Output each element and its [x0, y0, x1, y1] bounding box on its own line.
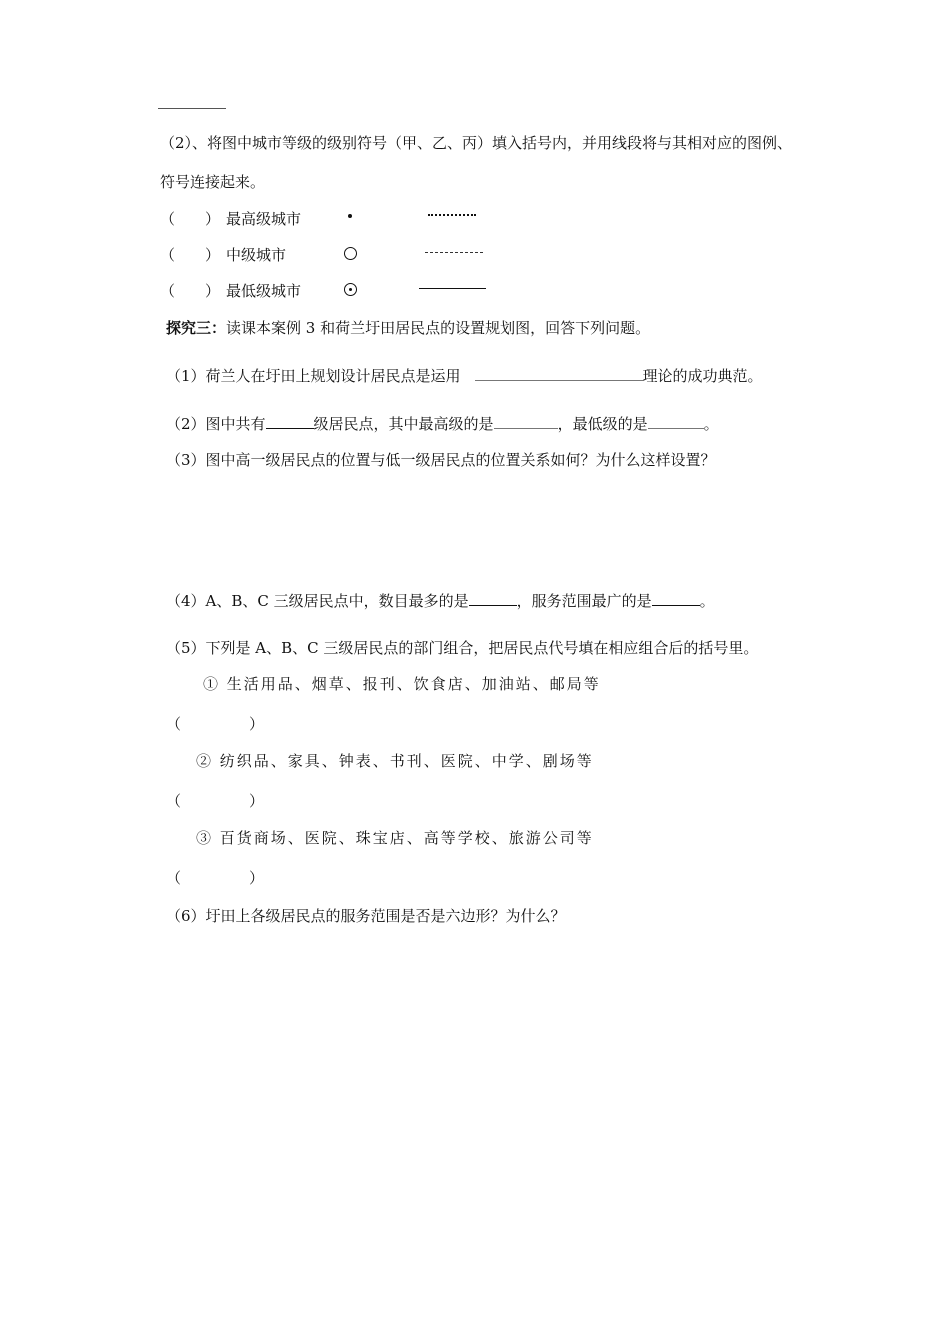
q5-item-1-paren[interactable]: [166, 713, 264, 734]
dotted-line-symbol: [428, 214, 476, 216]
q2-text-pre: （2）图中共有: [166, 415, 266, 433]
legend-label-highest: 最高级城市: [226, 210, 302, 228]
legend-label-lowest: 最低级城市: [226, 282, 302, 300]
paren-open: （: [166, 869, 182, 887]
legend-row-middle: [160, 244, 220, 265]
solid-line-symbol: [419, 288, 486, 289]
paren-close: ）: [249, 715, 265, 733]
paren-open: （: [166, 715, 182, 733]
explore3-q3: （3）图中高一级居民点的位置与低一级居民点的位置关系如何？为什么这样设置？: [166, 451, 716, 469]
explore3-heading: 探究三：: [166, 319, 227, 337]
q2-highest-blank[interactable]: [494, 414, 558, 429]
q4-widest-range-blank[interactable]: [652, 591, 700, 606]
circle-icon: [342, 244, 358, 262]
paren-close: ）: [249, 869, 265, 887]
q1-answer-blank[interactable]: [475, 366, 643, 381]
explore3-q2: [166, 413, 719, 434]
legend-row-highest: [160, 208, 220, 229]
q4-text-pre: （4）A、B、C 三级居民点中，数目最多的是: [166, 592, 469, 610]
explore3-intro: 读课本案例 3 和荷兰圩田居民点的设置规划图，回答下列问题。: [226, 319, 651, 337]
q4-most-numerous-blank[interactable]: [469, 591, 517, 606]
answer-paren[interactable]: （ ）: [160, 210, 221, 228]
q1-text-post: 理论的成功典范。: [642, 367, 763, 385]
q2-line1: （2）、将图中城市等级的级别符号（甲、乙、丙）填入括号内，并用线段将与其相对应的图例、: [160, 134, 793, 152]
explore3-q5: （5）下列是 A、B、C 三级居民点的部门组合，把居民点代号填在相应组合后的括号里。: [166, 639, 759, 657]
dashed-line-symbol: [425, 252, 483, 253]
explore3-intro-line: [166, 317, 650, 338]
q5-item-2-paren[interactable]: [166, 790, 264, 811]
top-rule: [158, 108, 226, 109]
q1-text-pre: （1）荷兰人在圩田上规划设计居民点是运用: [166, 367, 461, 385]
explore3-q6: （6）圩田上各级居民点的服务范围是否是六边形？为什么？: [166, 907, 566, 925]
paren-close: ）: [249, 792, 265, 810]
q2-line2: 符号连接起来。: [160, 173, 266, 191]
legend-label-middle: 中级城市: [226, 246, 287, 264]
q5-item-1: ① 生活用品、烟草、报刊、饮食店、加油站、邮局等: [203, 675, 601, 693]
explore3-q4: [166, 590, 715, 611]
circle-dot-icon: [342, 280, 358, 298]
q2-level-count-blank[interactable]: [266, 414, 314, 429]
q5-item-3-paren[interactable]: [166, 867, 264, 888]
answer-paren[interactable]: （ ）: [160, 246, 221, 264]
q2-lowest-blank[interactable]: [648, 414, 704, 429]
q2-text-mid1: 级居民点，其中最高级的是: [313, 415, 494, 433]
q4-text-end: 。: [699, 592, 715, 610]
q2-text-end: 。: [703, 415, 719, 433]
q5-item-2: ② 纺织品、家具、钟表、书刊、医院、中学、剧场等: [196, 752, 594, 770]
explore3-q1: [166, 365, 763, 386]
q2-text-mid2: ，最低级的是: [557, 415, 648, 433]
legend-row-lowest: [160, 280, 220, 301]
q5-item-3: ③ 百货商场、医院、珠宝店、高等学校、旅游公司等: [196, 829, 594, 847]
q4-text-mid: ，服务范围最广的是: [516, 592, 652, 610]
paren-open: （: [166, 792, 182, 810]
answer-paren[interactable]: （ ）: [160, 282, 221, 300]
small-dot-icon: [342, 206, 358, 226]
